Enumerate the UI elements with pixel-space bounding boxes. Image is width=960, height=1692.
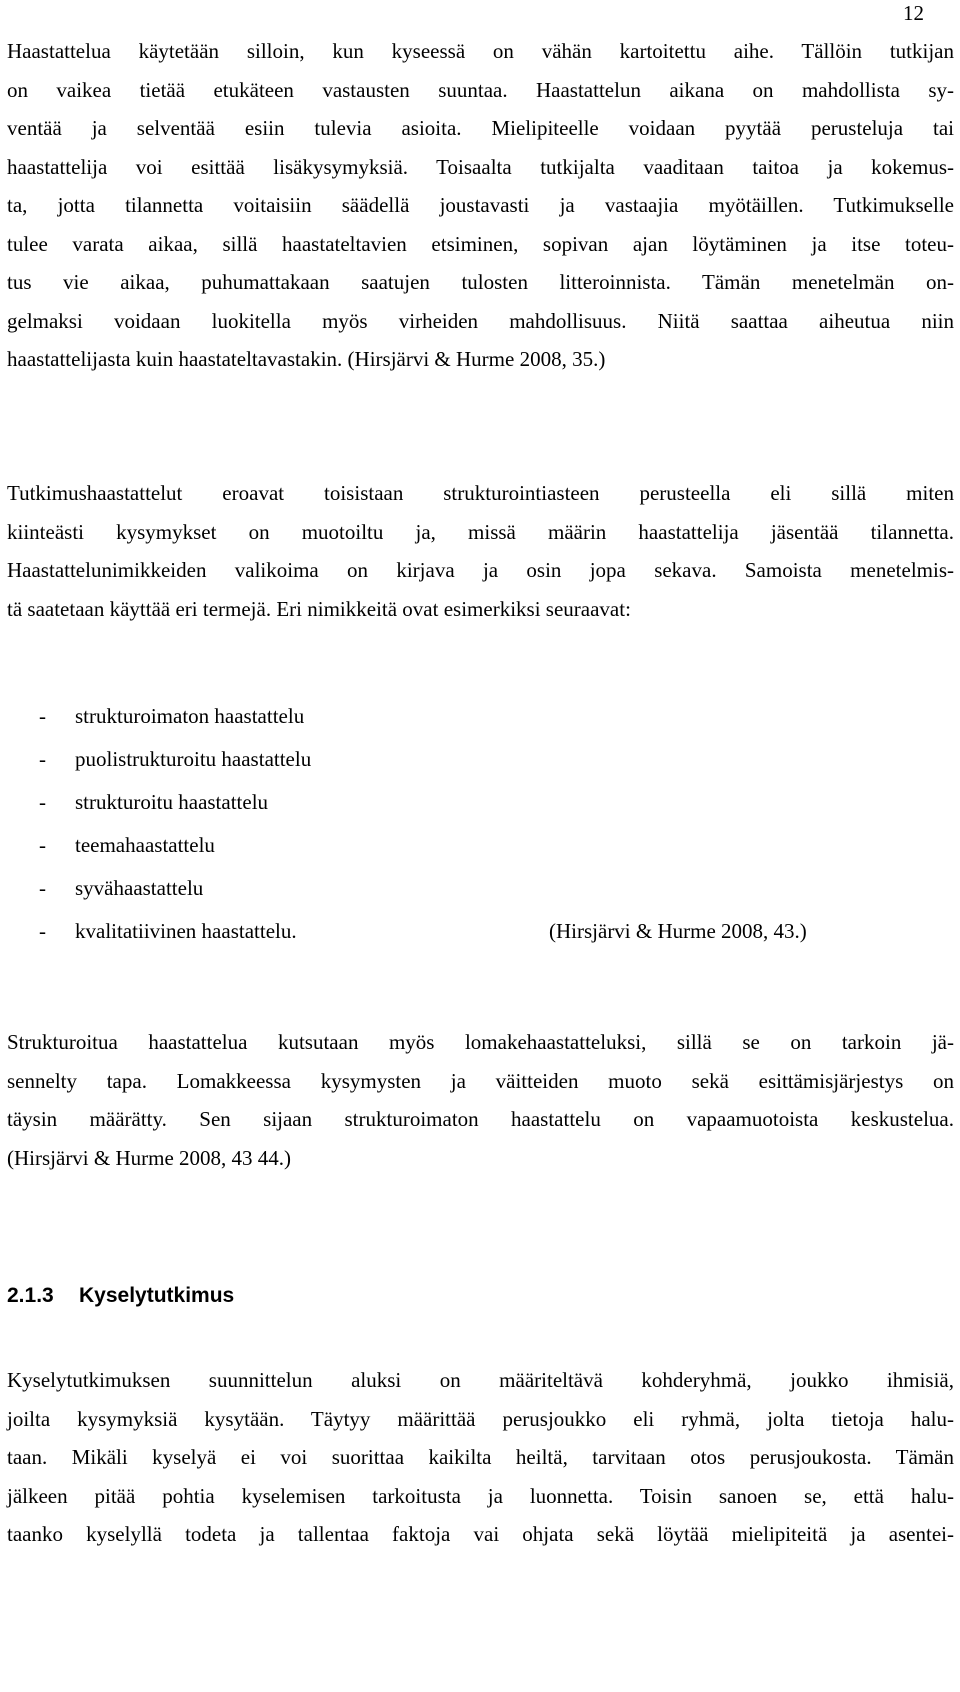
- text-line: kiinteästi kysymykset on muotoiltu ja, missä määrin haastattelija jäsentää tilannetta.: [7, 519, 954, 544]
- text-line: täysin määrätty. Sen sijaan strukturoimaton haastattelu on vapaamuotoista keskustelua.: [7, 1107, 954, 1131]
- text-line: tus vie aikaa, puhumattakaan saatujen tulosten litteroinnista. Tämän menetelmän on-: [7, 270, 954, 294]
- text-line: jälkeen pitää pohtia kyselemisen tarkoitusta ja luonnetta. Toisin sanoen se, että halu-: [7, 1483, 954, 1508]
- text-line: Tutkimushaastattelut eroavat toisistaan strukturointiasteen perusteella eli sillä miten: [7, 481, 954, 505]
- list-dash: -: [39, 704, 46, 728]
- list-item-text: strukturoitu haastattelu: [75, 790, 269, 814]
- text-line: tulee varata aikaa, sillä haastateltavien etsiminen, sopivan ajan löytäminen ja itse toteu-: [7, 231, 954, 256]
- list-dash: -: [39, 790, 46, 814]
- text-line: tä saatetaan käyttää eri termejä. Eri nimikkeitä ovat esimerkiksi seuraavat:: [7, 596, 631, 621]
- list-item-text: puolistrukturoitu haastattelu: [75, 747, 312, 771]
- text-line: joilta kysymyksiä kysytään. Täytyy määrittää perusjoukko eli ryhmä, jolta tietoja halu-: [7, 1406, 954, 1431]
- paragraph-structured-interview: [7, 1023, 954, 1177]
- list-citation: (Hirsjärvi & Hurme 2008, 43.): [549, 919, 807, 943]
- list-item-text: kvalitatiivinen haastattelu.: [75, 919, 297, 943]
- list-item-text: teemahaastattelu: [75, 833, 215, 857]
- paragraph-interview-usage: [7, 32, 954, 379]
- text-line: haastattelijasta kuin haastateltavastakin. (Hirsjärvi & Hurme 2008, 35.): [7, 347, 606, 371]
- list-dash: -: [39, 747, 46, 771]
- interview-type-list: [7, 695, 954, 953]
- paragraph-survey-research: [7, 1361, 954, 1554]
- section-number: 2.1.3: [7, 1284, 54, 1307]
- list-item: [7, 738, 954, 781]
- section-title: Kyselytutkimus: [79, 1284, 235, 1307]
- text-line: taanko kyselyllä todeta ja tallentaa faktoja vai ohjata sekä löytää mielipiteitä ja asentei-: [7, 1522, 954, 1546]
- list-item-text: strukturoimaton haastattelu: [75, 704, 305, 728]
- list-item: [7, 695, 954, 738]
- page-number: 12: [903, 1, 924, 25]
- text-line: ventää ja selventää esiin tulevia asioita. Mielipiteelle voidaan pyytää perusteluja tai: [7, 116, 954, 140]
- text-line: (Hirsjärvi & Hurme 2008, 43 44.): [7, 1145, 292, 1170]
- text-line: Haastattelunimikkeiden valikoima on kirjava ja osin jopa sekava. Samoista menetelmis-: [7, 558, 954, 582]
- text-line: taan. Mikäli kyselyä ei voi suorittaa kaikilta heiltä, tarvitaan otos perusjoukosta. Tämän: [7, 1445, 954, 1469]
- list-dash: -: [39, 833, 46, 857]
- list-item: [7, 781, 954, 824]
- text-line: Kyselytutkimuksen suunnittelun aluksi on määriteltävä kohderyhmä, joukko ihmisiä,: [7, 1368, 954, 1392]
- text-line: gelmaksi voidaan luokitella myös virheiden mahdollisuus. Niitä saattaa aiheutua niin: [7, 308, 954, 333]
- text-line: haastattelija voi esittää lisäkysymyksiä. Toisaalta tutkijalta vaaditaan taitoa ja kokemus-: [7, 154, 954, 179]
- list-item: [7, 824, 954, 867]
- text-line: sennelty tapa. Lomakkeessa kysymysten ja väitteiden muoto sekä esittämisjärjestys on: [7, 1068, 954, 1093]
- section-heading: [7, 1277, 234, 1315]
- paragraph-interview-types: [7, 474, 954, 628]
- list-dash: -: [39, 919, 46, 943]
- text-line: ta, jotta tilannetta voitaisiin säädellä joustavasti ja vastaajia myötäillen. Tutkimukselle: [7, 193, 954, 217]
- list-item: [7, 867, 954, 910]
- text-line: Strukturoitua haastattelua kutsutaan myös lomakehaastatteluksi, sillä se on tarkoin jä-: [7, 1030, 954, 1054]
- list-dash: -: [39, 876, 46, 900]
- list-item-text: syvähaastattelu: [75, 876, 204, 900]
- list-item: [7, 910, 954, 953]
- text-line: on vaikea tietää etukäteen vastausten suuntaa. Haastattelun aikana on mahdollista sy-: [7, 77, 954, 102]
- text-line: Haastattelua käytetään silloin, kun kyseessä on vähän kartoitettu aihe. Tällöin tutkijan: [7, 39, 954, 63]
